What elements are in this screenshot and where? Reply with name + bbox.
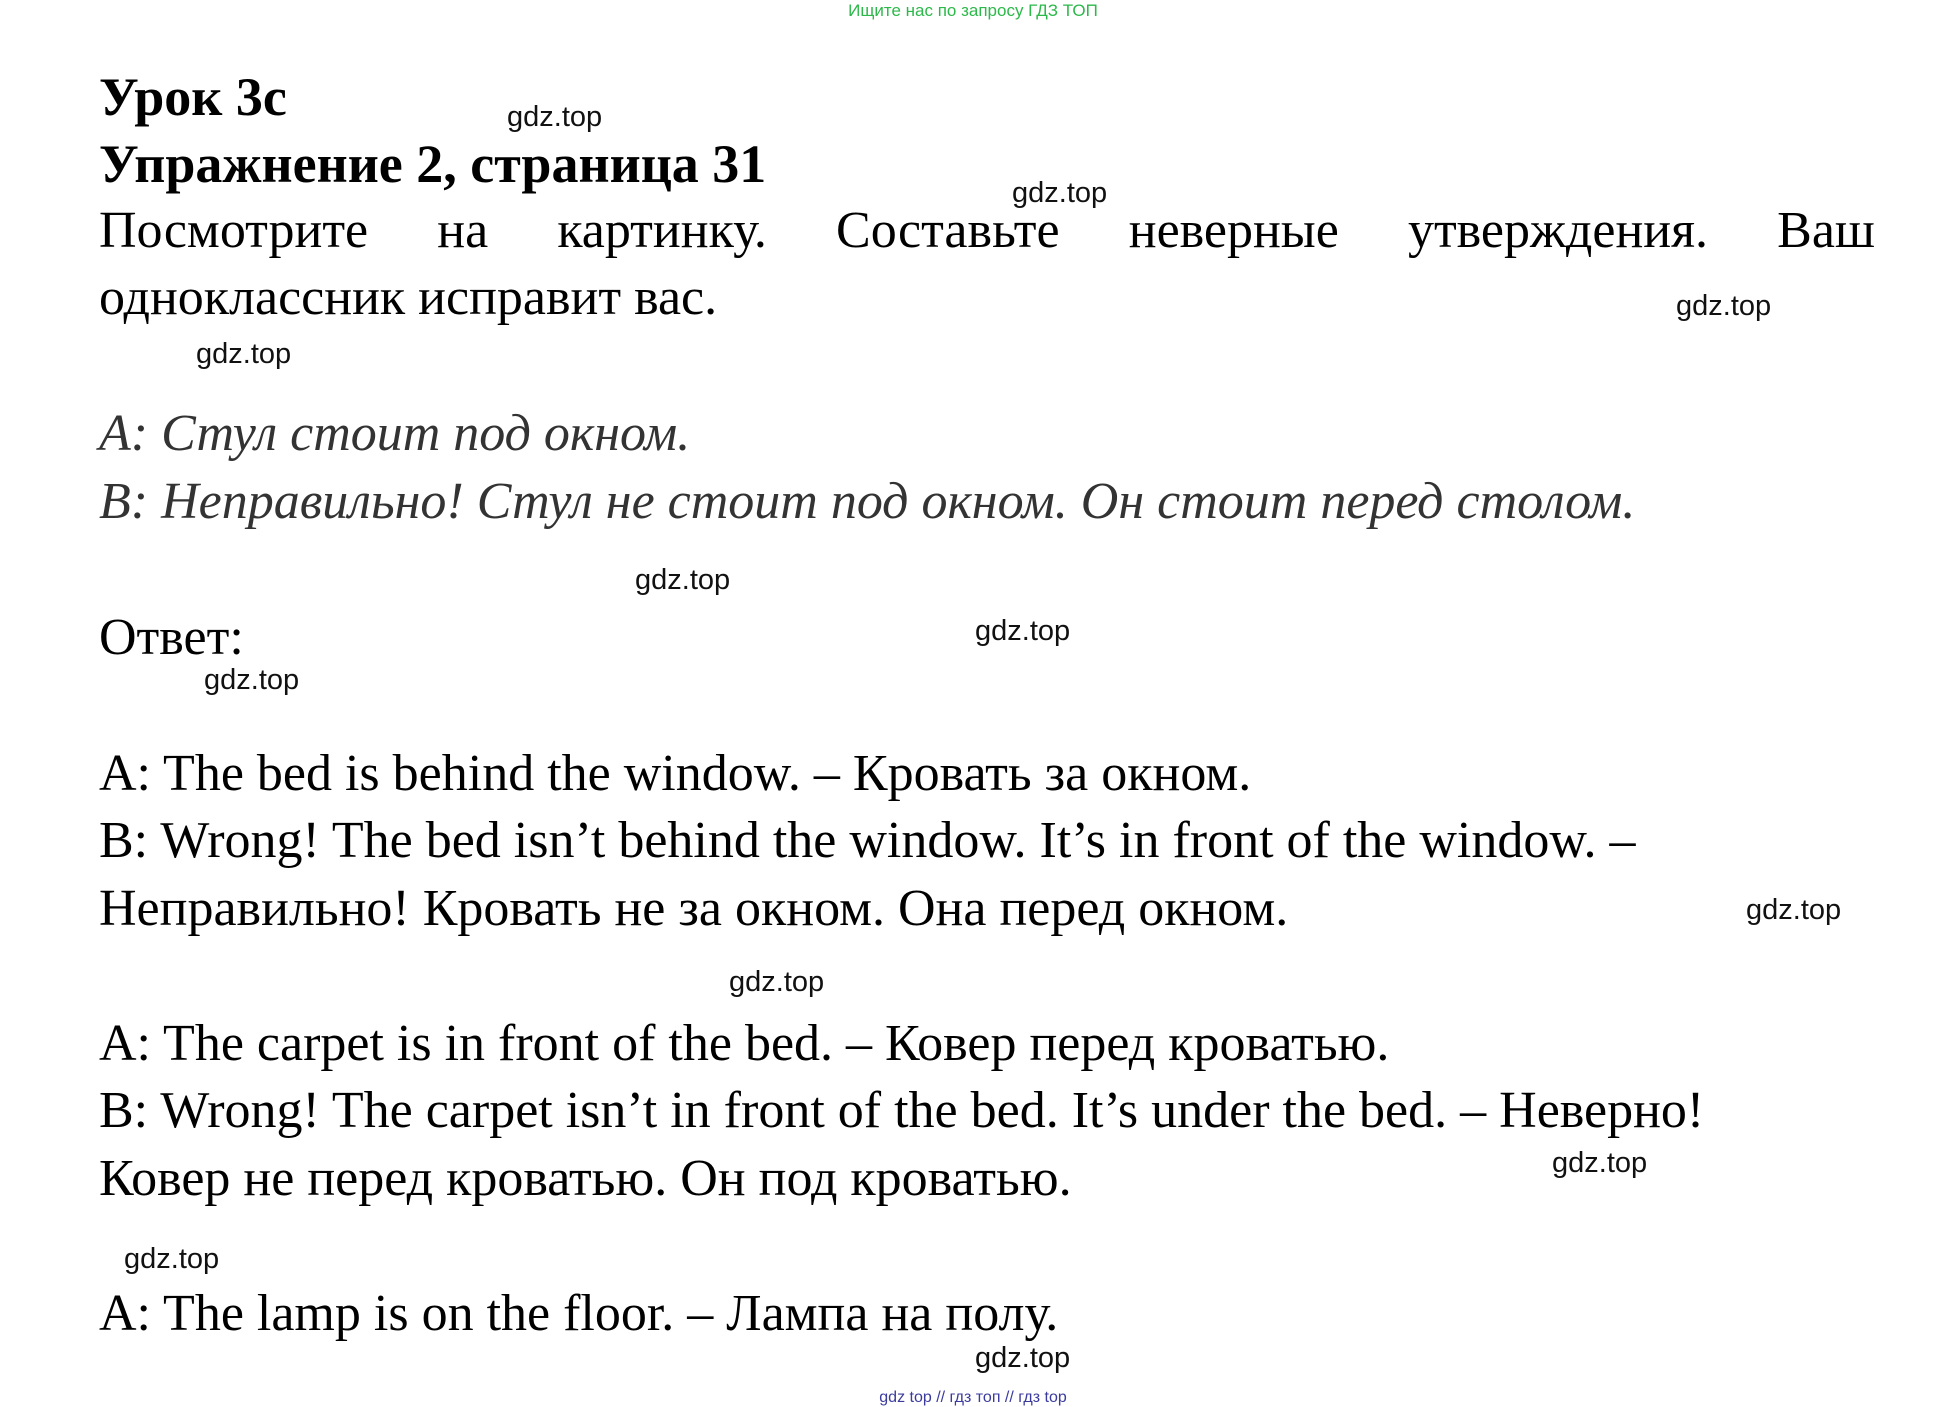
answer-1-line-b2: Неправильно! Кровать не за окном. Она перед окном.: [99, 880, 1289, 937]
answer-3-line-a: A: The lamp is on the floor. – Лампа на полу.: [99, 1285, 1059, 1342]
watermark: gdz.top: [635, 564, 731, 596]
watermark: gdz.top: [729, 966, 825, 998]
instruction-word: картинку.: [557, 202, 767, 259]
exercise-title: Упражнение 2, страница 31: [99, 134, 767, 194]
answer-2-line-b1: B: Wrong! The carpet isn’t in front of the bed. It’s under the bed. – Неверно!: [99, 1082, 1705, 1139]
answer-label: Ответ:: [99, 609, 244, 666]
answer-2-line-a: A: The carpet is in front of the bed. – Ковер перед кроватью.: [99, 1015, 1390, 1072]
watermark: gdz.top: [975, 615, 1071, 647]
instruction-line-1: [99, 202, 1875, 259]
instruction-line-2: одноклассник исправит вас.: [99, 269, 718, 326]
watermark: gdz.top: [1676, 290, 1772, 322]
instruction-word: Составьте: [836, 202, 1060, 259]
watermark: gdz.top: [1552, 1147, 1648, 1179]
footer-banner: gdz top // гдз топ // гдз top: [879, 1389, 1067, 1406]
instruction-word: Ваш: [1777, 202, 1875, 259]
answer-1-line-b1: B: Wrong! The bed isn’t behind the window. It’s in front of the window. –: [99, 812, 1636, 869]
instruction-word: на: [437, 202, 489, 259]
watermark: gdz.top: [204, 664, 300, 696]
watermark: gdz.top: [196, 338, 292, 370]
example-line-a: A: Стул стоит под окном.: [99, 405, 691, 462]
watermark: gdz.top: [124, 1243, 220, 1275]
lesson-title: Урок 3c: [99, 67, 287, 127]
instruction-word: Посмотрите: [99, 202, 369, 259]
watermark: gdz.top: [975, 1342, 1071, 1374]
instruction-word: неверные: [1128, 202, 1339, 259]
top-banner: Ищите нас по запросу ГДЗ ТОП: [848, 1, 1098, 20]
instruction-word: утверждения.: [1407, 202, 1709, 259]
answer-2-line-b2: Ковер не перед кроватью. Он под кроватью.: [99, 1150, 1072, 1207]
watermark: gdz.top: [507, 101, 603, 133]
answer-1-line-a: A: The bed is behind the window. – Кровать за окном.: [99, 745, 1252, 802]
example-line-b: B: Неправильно! Стул не стоит под окном. Он стоит перед столом.: [99, 473, 1636, 530]
watermark: gdz.top: [1012, 177, 1108, 209]
watermark: gdz.top: [1746, 894, 1842, 926]
